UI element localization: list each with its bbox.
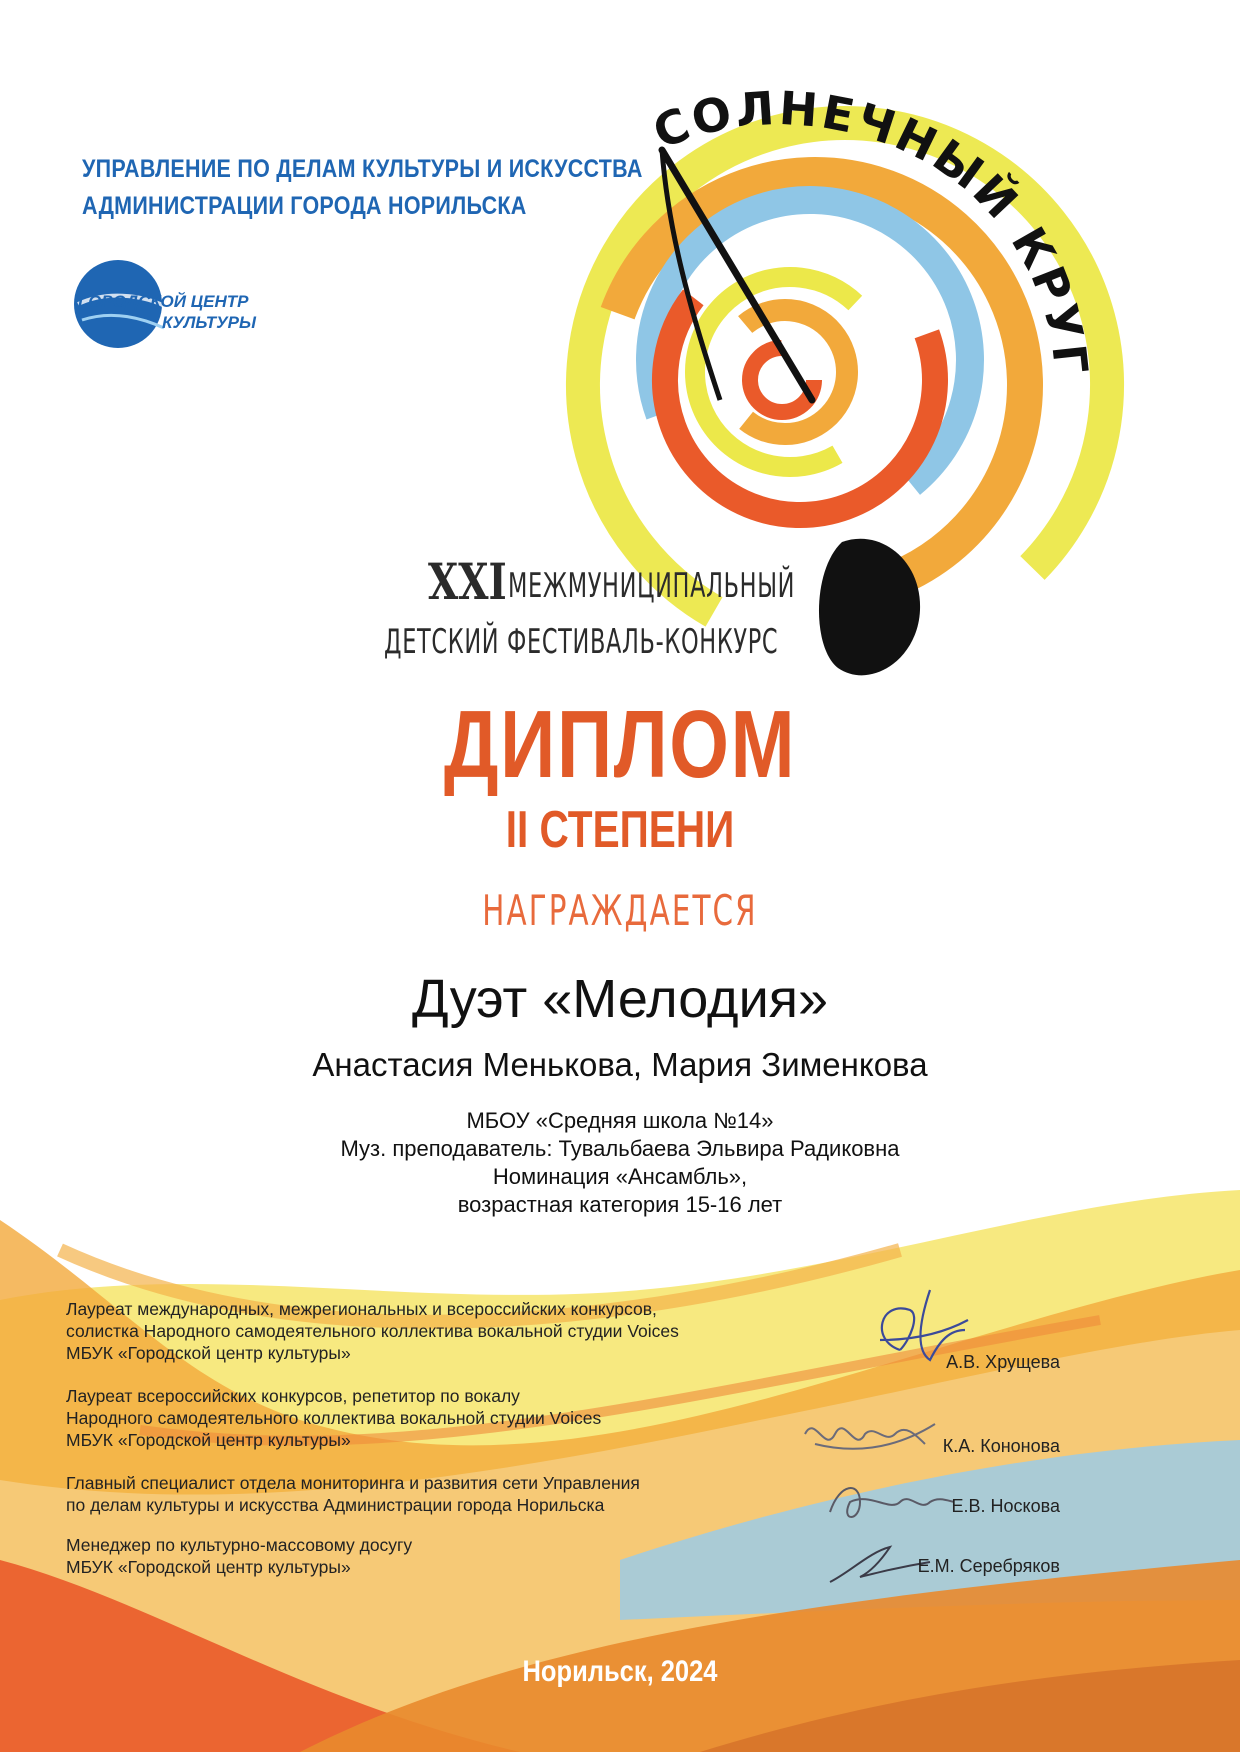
signature-2: [795, 1404, 945, 1474]
signatory-4-role-line: Менеджер по культурно-массовому досугу: [66, 1535, 413, 1555]
signatory-2-role-line: Народного самодеятельного коллектива вокальной студии Voices: [66, 1408, 602, 1428]
recipient-members: Анастасия Менькова, Мария Зименкова: [312, 1046, 928, 1083]
signatory-1-role-line: солистка Народного самодеятельного коллектива вокальной студии Voices: [66, 1321, 679, 1341]
festival-title-line-2: ДЕТСКИЙ ФЕСТИВАЛЬ-КОНКУРС: [384, 622, 779, 662]
recipient-name: Дуэт «Мелодия»: [411, 969, 829, 1029]
recipient-teacher: Муз. преподаватель: Тувальбаева Эльвира Радиковна: [340, 1136, 900, 1161]
signature-3: [820, 1472, 960, 1532]
org-name-line-1: УПРАВЛЕНИЕ ПО ДЕЛАМ КУЛЬТУРЫ И ИСКУССТВА: [82, 155, 643, 183]
signatory-2-role-line: Лауреат всероссийских конкурсов, репетитор по вокалу: [66, 1386, 520, 1406]
diploma-degree: II СТЕПЕНИ: [505, 801, 735, 859]
signatory-2-name: К.А. Кононова: [942, 1436, 1060, 1456]
org-name-line-2: АДМИНИСТРАЦИИ ГОРОДА НОРИЛЬСКА: [82, 192, 527, 220]
city-year: Норильск, 2024: [522, 1655, 718, 1688]
signatory-2-role: [66, 1385, 601, 1451]
signatory-1-role-line: МБУК «Городской центр культуры»: [66, 1343, 351, 1363]
signatory-3-role-line: Главный специалист отдела мониторинга и развития сети Управления: [66, 1473, 640, 1493]
festival-edition: XXI: [428, 552, 507, 611]
signatory-1-role-line: Лауреат международных, межрегиональных и всероссийских конкурсов,: [66, 1299, 657, 1319]
signatory-4-role: [66, 1534, 412, 1578]
signatory-3-role-line: по делам культуры и искусства Администрации города Норильска: [66, 1495, 605, 1515]
gck-logo-text-2: КУЛЬТУРЫ: [162, 313, 256, 332]
signatory-4-role-line: МБУК «Городской центр культуры»: [66, 1557, 351, 1577]
recipient-age-category: возрастная категория 15-16 лет: [457, 1192, 783, 1217]
recipient-school: МБОУ «Средняя школа №14»: [466, 1108, 774, 1133]
recipient-nomination: Номинация «Ансамбль»,: [492, 1164, 748, 1189]
signatory-1-role: [66, 1298, 679, 1364]
signatory-3-role: [66, 1472, 640, 1516]
signatory-2-role-line: МБУК «Городской центр культуры»: [66, 1430, 351, 1450]
logo-title-path: СОЛНЕЧНЫЙ КРУГ: [645, 80, 1099, 380]
festival-title-line-1: МЕЖМУНИЦИПАЛЬНЫЙ: [508, 566, 796, 606]
gck-logo-text-1: ГОРОДСКОЙ ЦЕНТР: [78, 292, 249, 311]
signatory-1-name: А.В. Хрущева: [946, 1352, 1060, 1372]
logo-inner-red: [750, 348, 814, 412]
awarded-label: НАГРАЖДАЕТСЯ: [482, 886, 758, 935]
signatory-3-name: Е.В. Носкова: [951, 1496, 1060, 1516]
signatory-4-name: Е.М. Серебряков: [917, 1556, 1060, 1576]
diploma-title: ДИПЛОМ: [443, 691, 797, 798]
